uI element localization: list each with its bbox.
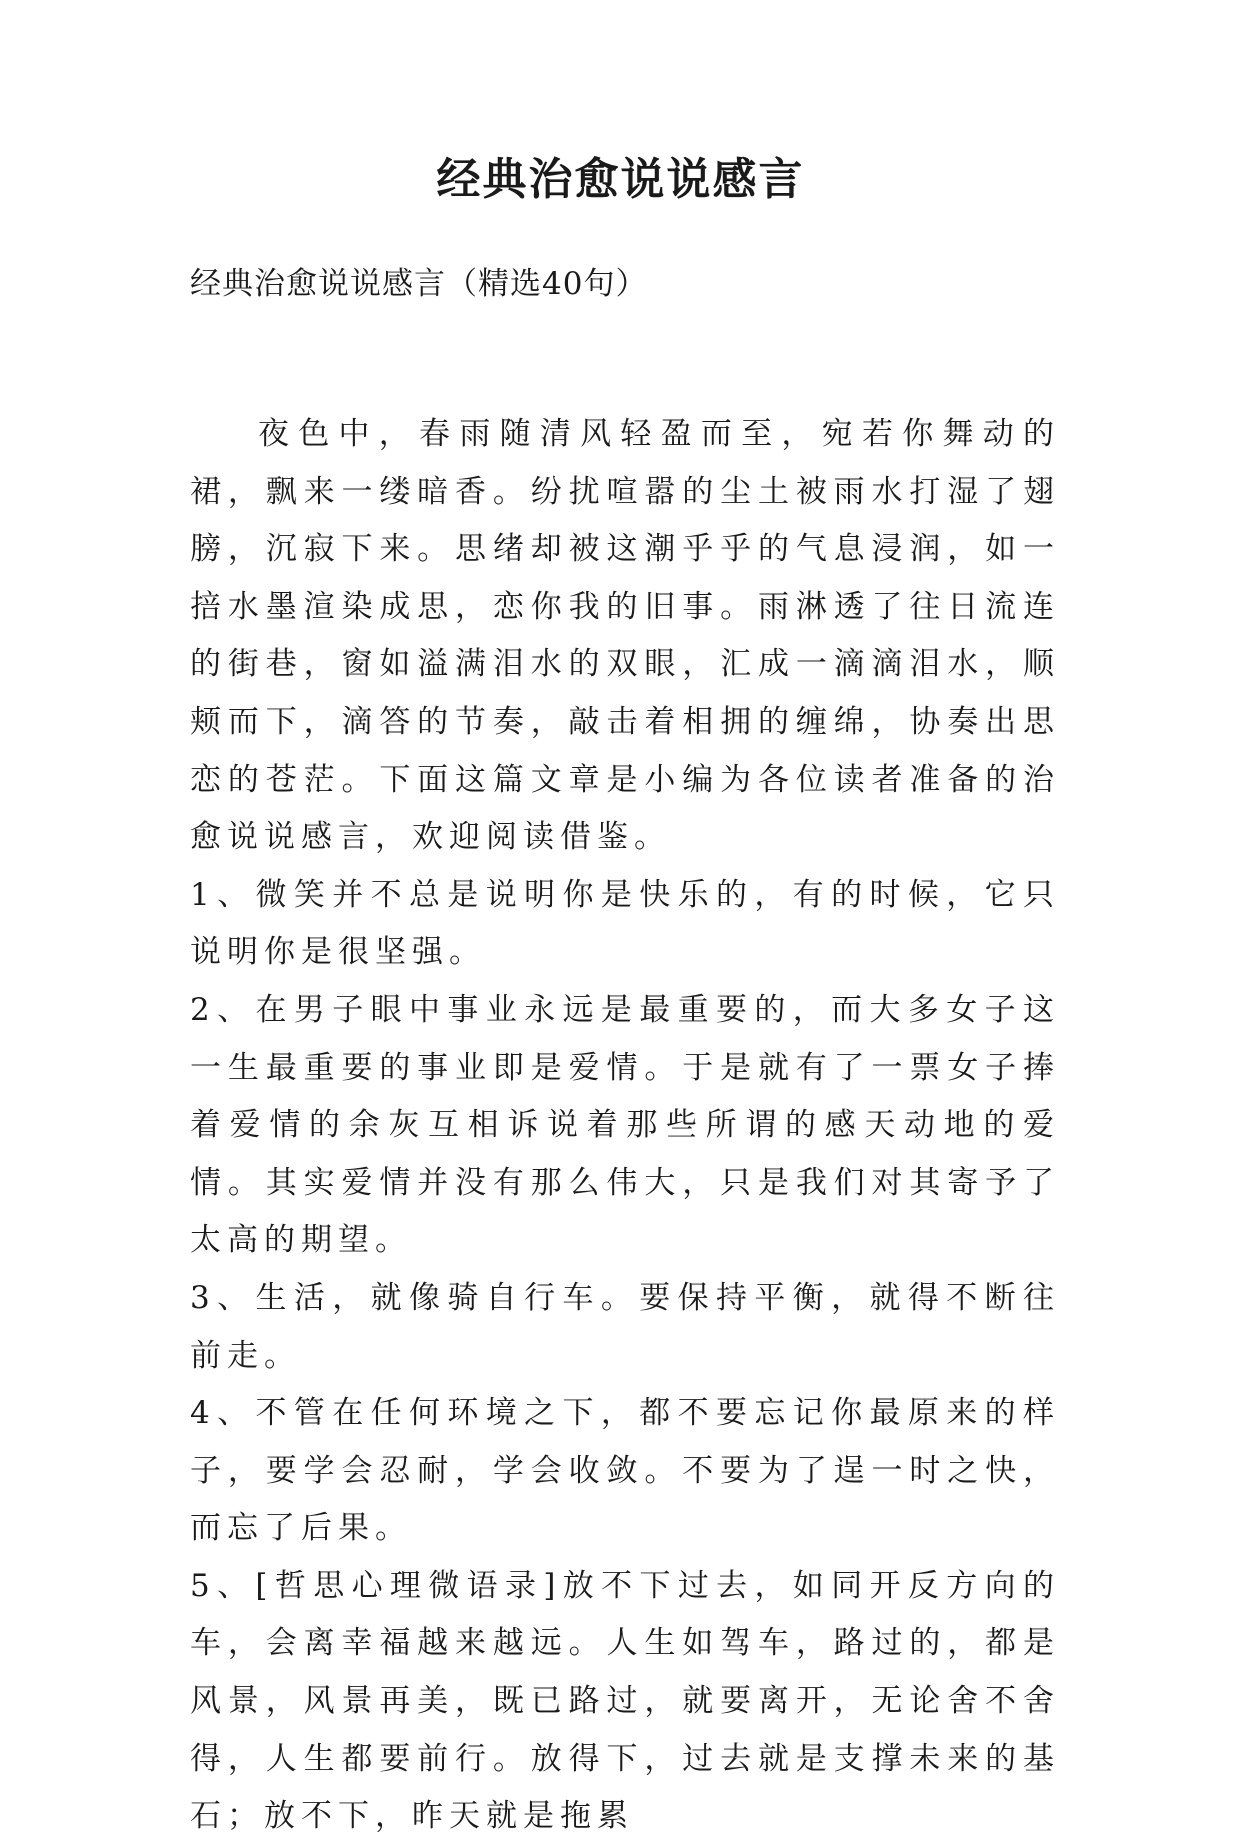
document-subtitle: 经典治愈说说感言（精选40句） — [190, 266, 648, 302]
list-item: 1、微笑并不总是说明你是快乐的，有的时候，它只说明你是很坚强。 — [190, 876, 1060, 971]
list-item: 2、在男子眼中事业永远是最重要的，而大多女子这一生最重要的事业即是爱情。于是就有了一票女子捧着爱情的余灰互相诉说着那些所谓的感天动地的爱情。其实爱情并没有那么伟大，只是我们对其寄予了太高的期望。 — [190, 991, 1060, 1259]
list-item: 3、生活，就像骑自行车。要保持平衡，就得不断往前走。 — [190, 1279, 1060, 1374]
intro-paragraph: 夜色中，春雨随清风轻盈而至，宛若你舞动的裙，飘来一缕暗香。纷扰喧嚣的尘土被雨水打湿了翅膀，沉寂下来。思绪却被这潮乎乎的气息浸润，如一掊水墨渲染成思，恋你我的旧事。雨淋透了往日流连的街巷，窗如溢满泪水的双眼，汇成一滴滴泪水，顺颊而下，滴答的节奏，敲击着相拥的缠绵，协奏出思恋的苍茫。下面这篇文章是小编为各位读者准备的治愈说说感言，欢迎阅读借鉴。 — [190, 416, 1060, 856]
list-item: 4、不管在任何环境之下，都不要忘记你最原来的样子，要学会忍耐，学会收敛。不要为了逞一时之快，而忘了后果。 — [190, 1395, 1060, 1547]
list-item: 5、[哲思心理微语录]放不下过去，如同开反方向的车，会离幸福越来越远。人生如驾车，路过的，都是风景，风景再美，既已路过，就要离开，无论舍不舍得，人生都要前行。放得下，过去就是支撑未来的基石；放不下，昨天就是拖累 — [190, 1567, 1060, 1835]
document-title: 经典治愈说说感言 — [436, 154, 805, 205]
document-body — [190, 406, 1060, 1846]
